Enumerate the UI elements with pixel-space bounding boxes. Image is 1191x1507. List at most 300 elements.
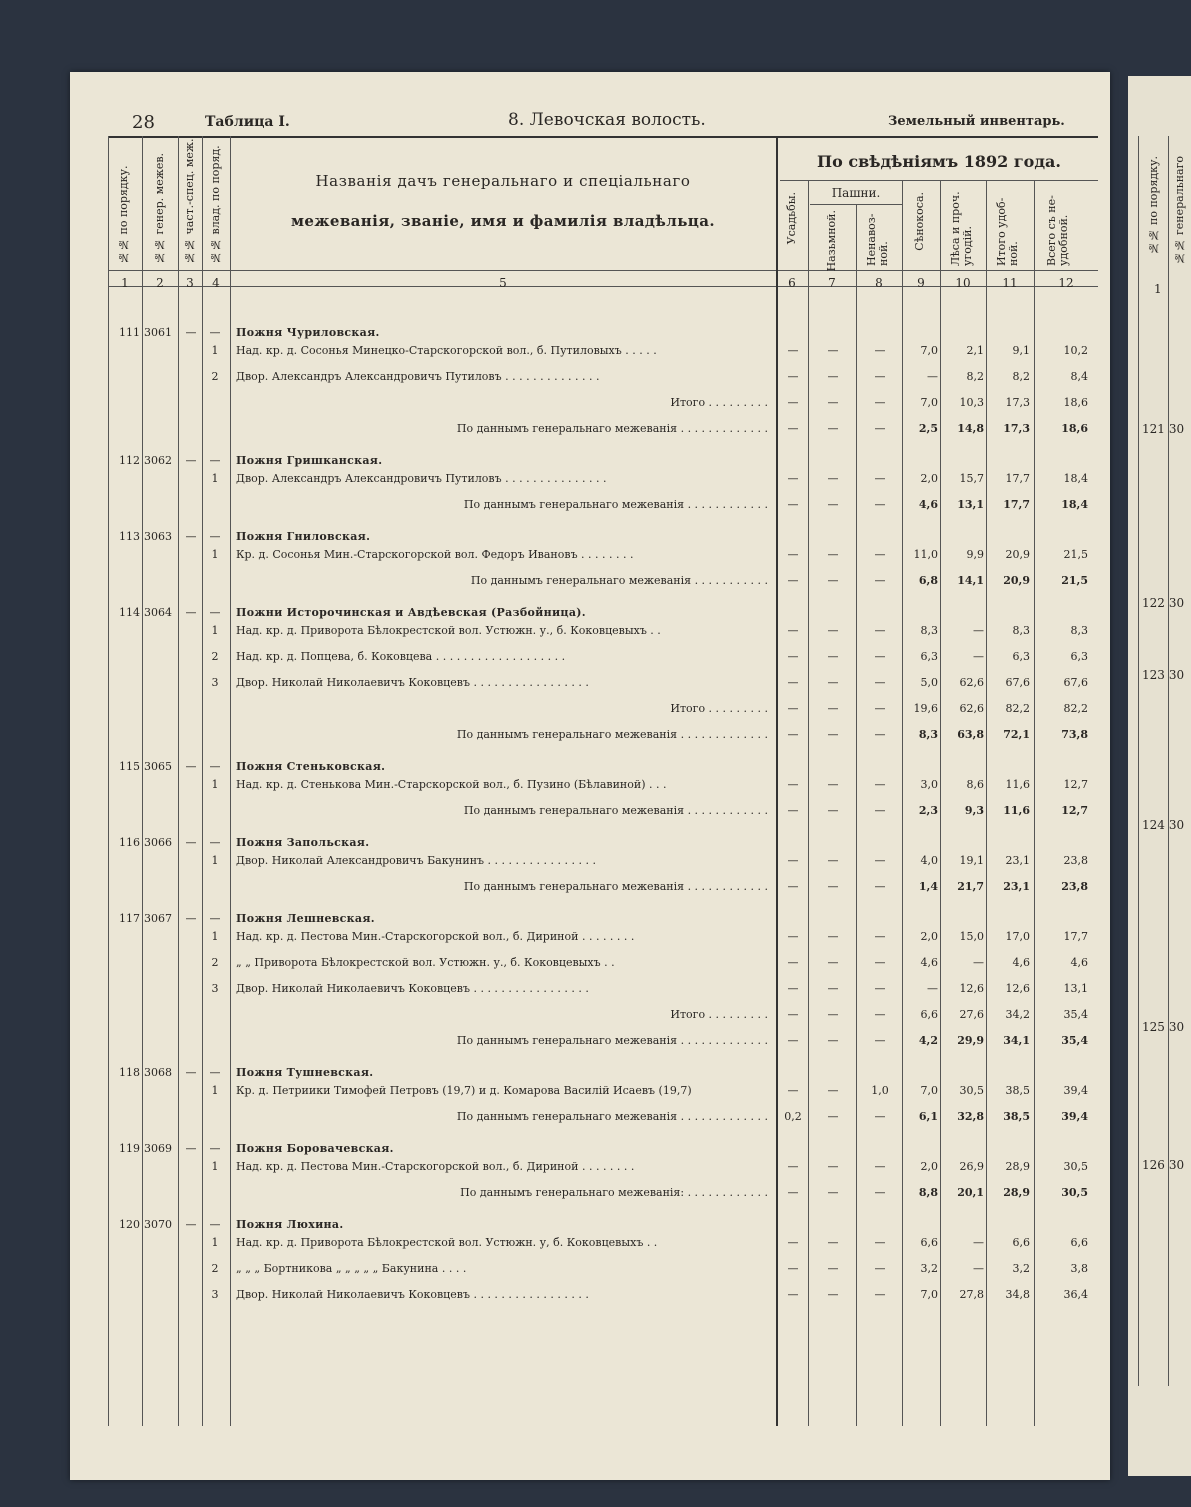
colnum-10: 10 — [955, 276, 971, 290]
value-n12: 35,4 — [1063, 1008, 1088, 1021]
value-n12: 8,4 — [1070, 370, 1088, 383]
value-n6: — — [787, 930, 799, 943]
value-n6: — — [787, 1262, 799, 1275]
value-n11: 23,1 — [1003, 880, 1030, 893]
value-n6: — — [787, 1186, 799, 1199]
col-owner: — — [209, 1218, 221, 1231]
colnum-2: 2 — [156, 276, 164, 290]
value-n11: 6,6 — [1012, 1236, 1030, 1249]
value-n11: 23,1 — [1005, 854, 1030, 867]
value-n7: — — [827, 1236, 839, 1249]
entry-text: По даннымъ генеральнаго межеванія . . . . . . . . . . . . . — [456, 422, 768, 435]
value-n7: — — [827, 804, 839, 817]
col-owner: — — [209, 912, 221, 925]
value-n12: 39,4 — [1061, 1110, 1088, 1123]
value-n9: 6,6 — [920, 1236, 938, 1249]
pashni-header: Пашни. — [831, 186, 881, 200]
value-n12: 30,5 — [1063, 1160, 1088, 1173]
value-n8: — — [874, 728, 886, 741]
col-owner: 3 — [211, 676, 219, 689]
value-n6: — — [787, 1008, 799, 1021]
col-header-4: №№ влад. по поряд. — [209, 145, 222, 264]
value-n10: 9,3 — [964, 804, 984, 817]
col-special: — — [185, 760, 197, 773]
value-n9: 2,0 — [920, 1160, 938, 1173]
value-n12: 6,3 — [1070, 650, 1088, 663]
value-n9: 7,0 — [920, 396, 938, 409]
value-n6: — — [787, 396, 799, 409]
entry-text: Кр. д. Петриики Тимофей Петровъ (19,7) и д. Комарова Василій Исаевъ (19,7) — [236, 1084, 692, 1097]
col-order: 116 — [119, 836, 140, 849]
value-n8: — — [874, 548, 886, 561]
table-row — [70, 800, 1110, 822]
table-row — [70, 672, 1110, 694]
value-n9: 6,8 — [918, 574, 938, 587]
next-page-header-2: №№ генеральнаго — [1173, 156, 1186, 265]
value-n11: 8,3 — [1012, 624, 1030, 637]
entry-text: Пожня Стеньковская. — [236, 760, 386, 773]
value-n8: — — [874, 1262, 886, 1275]
table-row — [70, 1004, 1110, 1026]
colnum-6: 6 — [788, 276, 796, 290]
col-owner: 1 — [211, 624, 219, 637]
page-title: 8. Левочская волость. — [508, 110, 706, 130]
table-row — [70, 646, 1110, 668]
value-n10: 27,8 — [959, 1288, 984, 1301]
value-n8: — — [874, 498, 886, 511]
table-row — [70, 1232, 1110, 1254]
value-n8: — — [874, 422, 886, 435]
value-n6: — — [787, 1084, 799, 1097]
col-owner: — — [209, 1066, 221, 1079]
col-order: 118 — [119, 1066, 140, 1079]
value-n12: 13,1 — [1063, 982, 1088, 995]
value-n7: — — [827, 422, 839, 435]
col-owner: 3 — [211, 1288, 219, 1301]
col-owner: — — [209, 326, 221, 339]
col-owner: 2 — [211, 650, 219, 663]
value-n8: — — [874, 1008, 886, 1021]
value-n7: — — [827, 548, 839, 561]
value-n6: — — [787, 624, 799, 637]
table-row — [70, 570, 1110, 592]
next-page-entry-general: 30 — [1168, 596, 1185, 610]
value-n6: — — [787, 702, 799, 715]
next-page-entry-general: 30 — [1168, 818, 1185, 832]
col-general: 3064 — [144, 606, 172, 619]
entry-text: Двор. Николай Александровичъ Бакунинъ . . . . . . . . . . . . . . . . — [236, 854, 596, 867]
col-owner: 1 — [211, 1084, 219, 1097]
value-n8: — — [874, 472, 886, 485]
value-n12: 3,8 — [1070, 1262, 1088, 1275]
next-page-entry-general: 30 — [1168, 1158, 1185, 1172]
entry-text: По даннымъ генеральнаго межеванія . . . . . . . . . . . . . — [456, 1034, 768, 1047]
entry-text: Пожня Боровачевская. — [236, 1142, 394, 1155]
value-n7: — — [827, 1034, 839, 1047]
col-owner: — — [209, 606, 221, 619]
value-n12: 36,4 — [1063, 1288, 1088, 1301]
col-special: — — [185, 606, 197, 619]
value-n9: 7,0 — [920, 1288, 938, 1301]
value-n9: 4,0 — [920, 854, 938, 867]
col-special: — — [185, 1218, 197, 1231]
value-n7: — — [827, 1160, 839, 1173]
entry-text: Пожня Гришканская. — [236, 454, 383, 467]
entry-text: Двор. Николай Николаевичъ Коковцевъ . . . . . . . . . . . . . . . . . — [236, 676, 589, 689]
entry-text: Пожня Запольская. — [236, 836, 370, 849]
value-n6: — — [787, 650, 799, 663]
col-order: 114 — [119, 606, 140, 619]
entry-text: Пожня Гниловская. — [236, 530, 371, 543]
col-owner: — — [209, 1142, 221, 1155]
entry-text: Пожня Чуриловская. — [236, 326, 380, 339]
table-row — [70, 468, 1110, 490]
col-header-7: Назьмной. — [825, 210, 838, 272]
value-n9: 4,2 — [918, 1034, 938, 1047]
next-page-entry-number: 121 — [1142, 422, 1165, 436]
value-n6: — — [787, 880, 799, 893]
col-order: 111 — [119, 326, 140, 339]
col-special: — — [185, 1066, 197, 1079]
entry-text: По даннымъ генеральнаго межеванія . . . . . . . . . . . . . — [456, 1110, 768, 1123]
value-n7: — — [827, 1262, 839, 1275]
next-page-entry-number: 122 — [1142, 596, 1165, 610]
col-order: 117 — [119, 912, 140, 925]
table-row — [70, 340, 1110, 362]
value-n10: — — [973, 1262, 984, 1275]
entry-text: Над. кр. д. Попцева, б. Коковцева . . . . . . . . . . . . . . . . . . . — [236, 650, 566, 663]
entry-text: Кр. д. Сосонья Мин.-Старскогорской вол. Федоръ Ивановъ . . . . . . . . — [236, 548, 634, 561]
next-page-header-1: №№ по порядку. — [1147, 156, 1160, 255]
entry-text: Двор. Николай Николаевичъ Коковцевъ . . . . . . . . . . . . . . . . . — [236, 1288, 589, 1301]
value-n10: — — [973, 956, 984, 969]
value-n12: 18,6 — [1063, 396, 1088, 409]
col-general: 3069 — [144, 1142, 172, 1155]
entry-text: Двор. Александръ Александровичъ Путиловъ . . . . . . . . . . . . . . — [236, 370, 600, 383]
next-page-entry — [1142, 596, 1184, 610]
value-n7: — — [827, 574, 839, 587]
col-header-3: №№ част.-спец. меж. — [183, 138, 196, 264]
next-page-entry — [1142, 422, 1184, 436]
value-n12: 6,6 — [1070, 1236, 1088, 1249]
table-row — [70, 620, 1110, 642]
entry-text: Двор. Николай Николаевичъ Коковцевъ . . . . . . . . . . . . . . . . . — [236, 982, 589, 995]
value-n10: 9,9 — [966, 548, 984, 561]
col-owner: — — [209, 836, 221, 849]
col-owner: 1 — [211, 344, 219, 357]
colnum-8: 8 — [875, 276, 883, 290]
table-row — [70, 724, 1110, 746]
col-special: — — [185, 836, 197, 849]
value-n9: 8,3 — [918, 728, 938, 741]
ledger-page — [70, 72, 1110, 1480]
col-header-6: Усадьбы. — [785, 192, 798, 245]
value-n8: — — [874, 1186, 886, 1199]
value-n6: — — [787, 1288, 799, 1301]
value-n11: 34,2 — [1005, 1008, 1030, 1021]
table-row — [70, 366, 1110, 388]
value-n8: — — [874, 624, 886, 637]
value-n9: 8,3 — [920, 624, 938, 637]
value-n9: 7,0 — [920, 344, 938, 357]
col-header-5-line2: межеванія, званіе, имя и фамилія владѣльца. — [290, 212, 716, 230]
value-n8: 1,0 — [871, 1084, 889, 1097]
value-n9: 2,3 — [918, 804, 938, 817]
entry-text: По даннымъ генеральнаго межеванія: . . . . . . . . . . . . — [460, 1186, 768, 1199]
value-n6: — — [787, 422, 799, 435]
col-special: — — [185, 530, 197, 543]
value-n9: 3,0 — [920, 778, 938, 791]
value-n11: 8,2 — [1012, 370, 1030, 383]
value-n6: — — [787, 778, 799, 791]
table-row — [70, 1030, 1110, 1052]
value-n7: — — [827, 1110, 839, 1123]
value-n7: — — [827, 1288, 839, 1301]
entry-text: По даннымъ генеральнаго межеванія . . . . . . . . . . . . — [463, 498, 768, 511]
entry-text: Пожня Тушневская. — [236, 1066, 374, 1079]
entry-text: Над. кр. д. Пестова Мин.-Старскогорской вол., б. Дириной . . . . . . . . — [236, 1160, 635, 1173]
value-n6: — — [787, 472, 799, 485]
value-n10: 12,6 — [959, 982, 984, 995]
group-header: По свѣдѣніямъ 1892 года. — [817, 152, 1061, 171]
value-n8: — — [874, 396, 886, 409]
value-n12: 23,8 — [1061, 880, 1088, 893]
value-n10: 14,8 — [957, 422, 984, 435]
value-n11: 17,7 — [1005, 472, 1030, 485]
value-n9: 2,0 — [920, 930, 938, 943]
entry-text: Итого . . . . . . . . . — [670, 702, 768, 715]
value-n6: — — [787, 344, 799, 357]
value-n10: 13,1 — [957, 498, 984, 511]
value-n10: 8,6 — [966, 778, 984, 791]
value-n10: 62,6 — [959, 702, 984, 715]
value-n10: 32,8 — [957, 1110, 984, 1123]
value-n7: — — [827, 472, 839, 485]
col-header-11: Итого удоб-ной. — [995, 197, 1020, 266]
value-n6: — — [787, 956, 799, 969]
value-n11: 34,8 — [1005, 1288, 1030, 1301]
value-n6: — — [787, 1160, 799, 1173]
value-n9: 2,5 — [918, 422, 938, 435]
col-owner: 1 — [211, 1160, 219, 1173]
col-special: — — [185, 1142, 197, 1155]
next-page-entry-number: 124 — [1142, 818, 1165, 832]
entry-text: Пожня Люхина. — [236, 1218, 344, 1231]
value-n10: 29,9 — [957, 1034, 984, 1047]
value-n7: — — [827, 956, 839, 969]
value-n11: 28,9 — [1003, 1186, 1030, 1199]
value-n7: — — [827, 370, 839, 383]
col-owner: — — [209, 760, 221, 773]
colnum-12: 12 — [1058, 276, 1074, 290]
value-n8: — — [874, 1160, 886, 1173]
value-n8: — — [874, 982, 886, 995]
col-owner: 1 — [211, 548, 219, 561]
entry-text: Над. кр. д. Сосонья Минецко-Старскогорской вол., б. Путиловыхъ . . . . . — [236, 344, 657, 357]
entry-text: По даннымъ генеральнаго межеванія . . . . . . . . . . . . . — [456, 728, 768, 741]
entry-text: По даннымъ генеральнаго межеванія . . . . . . . . . . . — [470, 574, 768, 587]
next-page-entry-number: 125 — [1142, 1020, 1165, 1034]
value-n8: — — [874, 1110, 886, 1123]
value-n11: 34,1 — [1003, 1034, 1030, 1047]
value-n9: 4,6 — [920, 956, 938, 969]
col-owner: 2 — [211, 370, 219, 383]
value-n7: — — [827, 676, 839, 689]
value-n10: — — [973, 1236, 984, 1249]
col-general: 3067 — [144, 912, 172, 925]
value-n12: 18,6 — [1061, 422, 1088, 435]
value-n10: 26,9 — [959, 1160, 984, 1173]
col-header-1: №№ по порядку. — [117, 165, 130, 264]
value-n12: 30,5 — [1061, 1186, 1088, 1199]
value-n9: — — [927, 982, 938, 995]
value-n11: 17,0 — [1005, 930, 1030, 943]
colnum-7: 7 — [828, 276, 836, 290]
col-header-12: Всего съ не-удобной. — [1045, 195, 1070, 266]
col-owner: 1 — [211, 1236, 219, 1249]
entry-text: По даннымъ генеральнаго межеванія . . . . . . . . . . . . — [463, 804, 768, 817]
col-owner: 3 — [211, 982, 219, 995]
next-page-entry — [1142, 1158, 1184, 1172]
table-row — [70, 850, 1110, 872]
table-row — [70, 698, 1110, 720]
next-page-colnum: 1 — [1154, 282, 1162, 296]
next-page-entry-general: 30 — [1168, 668, 1185, 682]
value-n6: — — [787, 548, 799, 561]
value-n6: — — [787, 728, 799, 741]
value-n11: 20,9 — [1003, 574, 1030, 587]
colnum-1: 1 — [121, 276, 129, 290]
value-n9: 4,6 — [918, 498, 938, 511]
entry-text: Над. кр. д. Пестова Мин.-Старскогорской вол., б. Дириной . . . . . . . . — [236, 930, 635, 943]
table-label: Таблица I. — [205, 114, 290, 130]
value-n6: — — [787, 804, 799, 817]
next-page-entry — [1142, 668, 1184, 682]
value-n9: 6,3 — [920, 650, 938, 663]
table-row — [70, 1106, 1110, 1128]
col-order: 115 — [119, 760, 140, 773]
value-n7: — — [827, 344, 839, 357]
entry-text: Двор. Александръ Александровичъ Путиловъ . . . . . . . . . . . . . . . — [236, 472, 607, 485]
value-n10: 19,1 — [959, 854, 984, 867]
table-row — [70, 1258, 1110, 1280]
value-n10: — — [973, 624, 984, 637]
value-n7: — — [827, 880, 839, 893]
entry-text: Над. кр. д. Приворота Бѣлокрестской вол. Устюжн. у., б. Коковцевыхъ . . — [236, 624, 661, 637]
next-page-entry — [1142, 1020, 1184, 1034]
col-order: 120 — [119, 1218, 140, 1231]
value-n12: 8,3 — [1070, 624, 1088, 637]
value-n8: — — [874, 370, 886, 383]
value-n6: 0,2 — [784, 1110, 802, 1123]
value-n8: — — [874, 880, 886, 893]
entry-text: Над. кр. д. Стенькова Мин.-Старскорской вол., б. Пузино (Бѣлавиной) . . . — [236, 778, 667, 791]
value-n9: 7,0 — [920, 1084, 938, 1097]
value-n9: 5,0 — [920, 676, 938, 689]
next-page-entry-general: 30 — [1168, 422, 1185, 436]
value-n8: — — [874, 1288, 886, 1301]
col-general: 3061 — [144, 326, 172, 339]
colnum-4: 4 — [212, 276, 220, 290]
col-order: 119 — [119, 1142, 140, 1155]
value-n7: — — [827, 498, 839, 511]
value-n11: 3,2 — [1012, 1262, 1030, 1275]
value-n9: 19,6 — [913, 702, 938, 715]
value-n7: — — [827, 702, 839, 715]
value-n9: 1,4 — [918, 880, 938, 893]
value-n10: 62,6 — [959, 676, 984, 689]
value-n10: 63,8 — [957, 728, 984, 741]
value-n9: 8,8 — [918, 1186, 938, 1199]
value-n9: 6,6 — [920, 1008, 938, 1021]
value-n10: 14,1 — [957, 574, 984, 587]
value-n12: 21,5 — [1061, 574, 1088, 587]
value-n6: — — [787, 574, 799, 587]
col-special: — — [185, 912, 197, 925]
col-general: 3063 — [144, 530, 172, 543]
value-n11: 28,9 — [1005, 1160, 1030, 1173]
value-n6: — — [787, 1034, 799, 1047]
value-n10: 27,6 — [959, 1008, 984, 1021]
value-n11: 17,7 — [1003, 498, 1030, 511]
value-n7: — — [827, 1186, 839, 1199]
value-n12: 12,7 — [1061, 804, 1088, 817]
value-n11: 72,1 — [1003, 728, 1030, 741]
value-n8: — — [874, 778, 886, 791]
table-row — [70, 392, 1110, 414]
value-n11: 4,6 — [1012, 956, 1030, 969]
value-n7: — — [827, 396, 839, 409]
value-n6: — — [787, 498, 799, 511]
next-page-fragment — [1128, 76, 1191, 1476]
col-owner: — — [209, 530, 221, 543]
value-n10: 15,0 — [959, 930, 984, 943]
value-n7: — — [827, 624, 839, 637]
next-page-entry-general: 30 — [1168, 1020, 1185, 1034]
value-n11: 20,9 — [1005, 548, 1030, 561]
entry-text: „ „ Приворота Бѣлокрестской вол. Устюжн. у., б. Коковцевыхъ . . — [236, 956, 615, 969]
col-owner: 1 — [211, 778, 219, 791]
value-n7: — — [827, 778, 839, 791]
value-n9: 2,0 — [920, 472, 938, 485]
col-owner: 2 — [211, 1262, 219, 1275]
col-general: 3062 — [144, 454, 172, 467]
col-owner: 2 — [211, 956, 219, 969]
value-n8: — — [874, 956, 886, 969]
col-order: 113 — [119, 530, 140, 543]
value-n8: — — [874, 804, 886, 817]
value-n11: 17,3 — [1005, 396, 1030, 409]
entry-text: Над. кр. д. Приворота Бѣлокрестской вол. Устюжн. у, б. Коковцевыхъ . . — [236, 1236, 658, 1249]
entry-text: Пожня Лешневская. — [236, 912, 375, 925]
value-n12: 39,4 — [1063, 1084, 1088, 1097]
colnum-3: 3 — [186, 276, 194, 290]
colnum-5: 5 — [499, 276, 507, 290]
value-n7: — — [827, 1084, 839, 1097]
value-n10: 2,1 — [966, 344, 984, 357]
value-n12: 18,4 — [1061, 498, 1088, 511]
value-n11: 11,6 — [1005, 778, 1030, 791]
value-n8: — — [874, 1236, 886, 1249]
table-row — [70, 952, 1110, 974]
entry-text: По даннымъ генеральнаго межеванія . . . . . . . . . . . . — [463, 880, 768, 893]
col-owner: 1 — [211, 472, 219, 485]
value-n8: — — [874, 854, 886, 867]
table-row — [70, 1156, 1110, 1178]
col-header-5-line1: Названія дачъ генеральнаго и спеціальнаго — [315, 172, 691, 190]
value-n12: 23,8 — [1063, 854, 1088, 867]
value-n9: 3,2 — [920, 1262, 938, 1275]
